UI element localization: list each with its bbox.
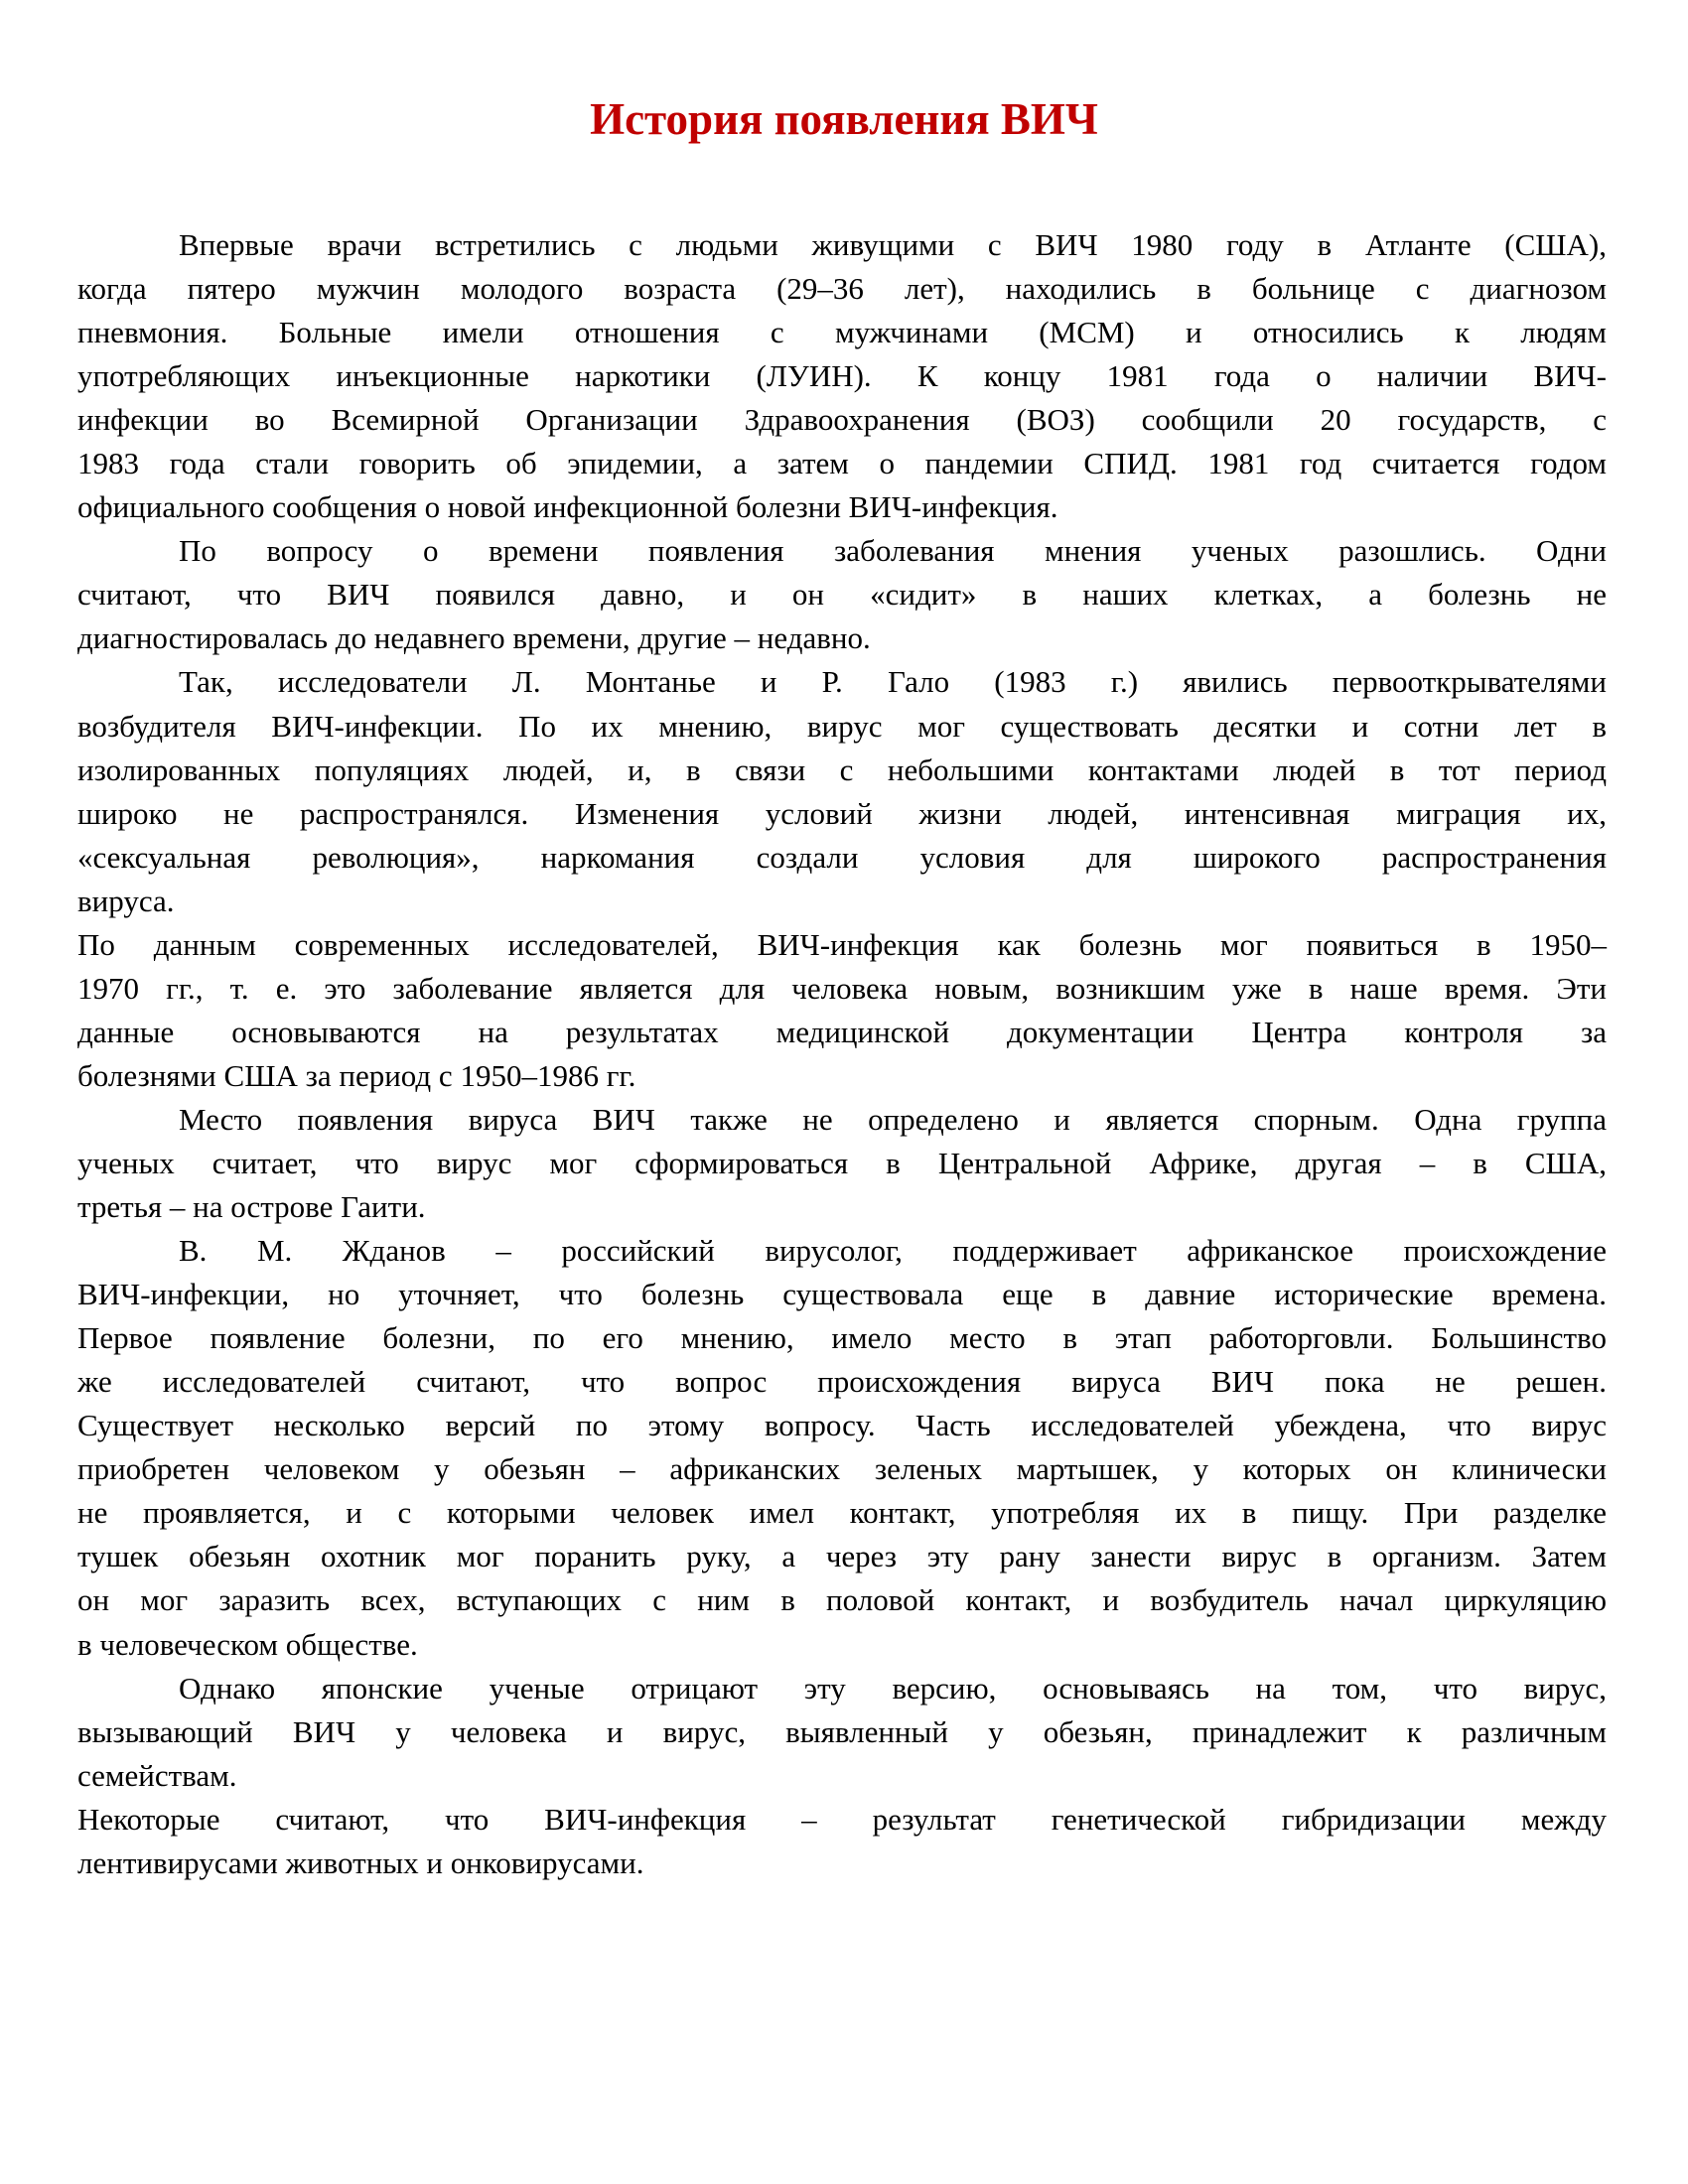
text-line: Существует несколько версий по этому вопросу. Часть исследователей убеждена, что вирус <box>77 1408 1607 1443</box>
paragraph <box>77 1798 1607 1885</box>
text-line: тушек обезьян охотник мог поранить руку, а через эту рану занести вирус в организм. Затем <box>77 1539 1607 1574</box>
text-line: считают, что ВИЧ появился давно, и он «сидит» в наших клетках, а болезнь не <box>77 577 1607 613</box>
text-line: пневмония. Больные имели отношения с мужчинами (МСМ) и относились к людям <box>77 315 1607 350</box>
paragraph <box>77 1098 1607 1229</box>
paragraph <box>77 923 1607 1098</box>
text-line: диагностировалась до недавнего времени, другие – недавно. <box>77 620 871 656</box>
text-line: семействам. <box>77 1757 237 1793</box>
document-body <box>77 223 1607 1885</box>
text-line: 1970 гг., т. е. это заболевание является для человека новым, возникшим уже в наше время. Эти <box>77 970 1607 1006</box>
text-line: широко не распространялся. Изменения условий жизни людей, интенсивная миграция их, <box>77 795 1607 831</box>
text-line: По данным современных исследователей, ВИЧ-инфекция как болезнь мог появиться в 1950– <box>77 926 1607 962</box>
text-line: в человеческом обществе. <box>77 1626 418 1662</box>
text-line: инфекции во Всемирной Организации Здравоохранения (ВОЗ) сообщили 20 государств, с <box>77 402 1607 438</box>
text-line: употребляющих инъекционные наркотики (ЛУИН). К концу 1981 года о наличии ВИЧ- <box>77 358 1607 394</box>
text-line: ученых считает, что вирус мог сформироваться в Центральной Африке, другая – в США, <box>77 1145 1607 1180</box>
text-line: когда пятеро мужчин молодого возраста (29–36 лет), находились в больнице с диагнозом <box>77 271 1607 307</box>
text-line: Так, исследователи Л. Монтанье и Р. Гало (1983 г.) явились первооткрывателями <box>179 664 1607 700</box>
text-line: Однако японские ученые отрицают эту версию, основываясь на том, что вирус, <box>179 1670 1607 1706</box>
text-line: возбудителя ВИЧ-инфекции. По их мнению, вирус мог существовать десятки и сотни лет в <box>77 708 1607 744</box>
text-line: данные основываются на результатах медицинской документации Центра контроля за <box>77 1014 1607 1049</box>
text-line: Место появления вируса ВИЧ также не определено и является спорным. Одна группа <box>179 1101 1607 1137</box>
paragraph <box>77 660 1607 922</box>
text-line: 1983 года стали говорить об эпидемии, а затем о пандемии СПИД. 1981 год считается годом <box>77 446 1607 481</box>
paragraph <box>77 529 1607 660</box>
paragraph <box>77 1667 1607 1798</box>
paragraph <box>77 223 1607 529</box>
text-line: вируса. <box>77 883 175 918</box>
page-title: История появления ВИЧ <box>590 94 1098 144</box>
text-line: же исследователей считают, что вопрос происхождения вируса ВИЧ пока не решен. <box>77 1364 1607 1400</box>
text-line: лентивирусами животных и онковирусами. <box>77 1844 644 1880</box>
text-line: он мог заразить всех, вступающих с ним в половой контакт, и возбудитель начал циркуляцию <box>77 1582 1607 1618</box>
text-line: ВИЧ-инфекции, но уточняет, что болезнь существовала еще в давние исторические времена. <box>77 1277 1607 1312</box>
text-line: «сексуальная революция», наркомания создали условия для широкого распространения <box>77 839 1607 875</box>
text-line: изолированных популяциях людей, и, в связи с небольшими контактами людей в тот период <box>77 751 1607 787</box>
text-line: вызывающий ВИЧ у человека и вирус, выявленный у обезьян, принадлежит к различным <box>77 1713 1607 1749</box>
text-line: третья – на острове Гаити. <box>77 1189 426 1225</box>
text-line: не проявляется, и с которыми человек имел контакт, употребляя их в пищу. При разделке <box>77 1495 1607 1531</box>
text-line: По вопросу о времени появления заболевания мнения ученых разошлись. Одни <box>179 533 1607 569</box>
text-line: болезнями США за период с 1950–1986 гг. <box>77 1057 636 1093</box>
paragraph <box>77 1229 1607 1666</box>
text-line: Первое появление болезни, по его мнению, имело место в этап работорговли. Большинство <box>77 1320 1607 1356</box>
text-line: официального сообщения о новой инфекционной болезни ВИЧ-инфекция. <box>77 489 1058 525</box>
text-line: Некоторые считают, что ВИЧ-инфекция – результат генетической гибридизации между <box>77 1801 1607 1837</box>
text-line: Впервые врачи встретились с людьми живущими с ВИЧ 1980 году в Атланте (США), <box>179 227 1607 262</box>
text-line: В. М. Жданов – российский вирусолог, поддерживает африканское происхождение <box>179 1233 1607 1269</box>
text-line: приобретен человеком у обезьян – африканских зеленых мартышек, у которых он клинически <box>77 1451 1607 1487</box>
